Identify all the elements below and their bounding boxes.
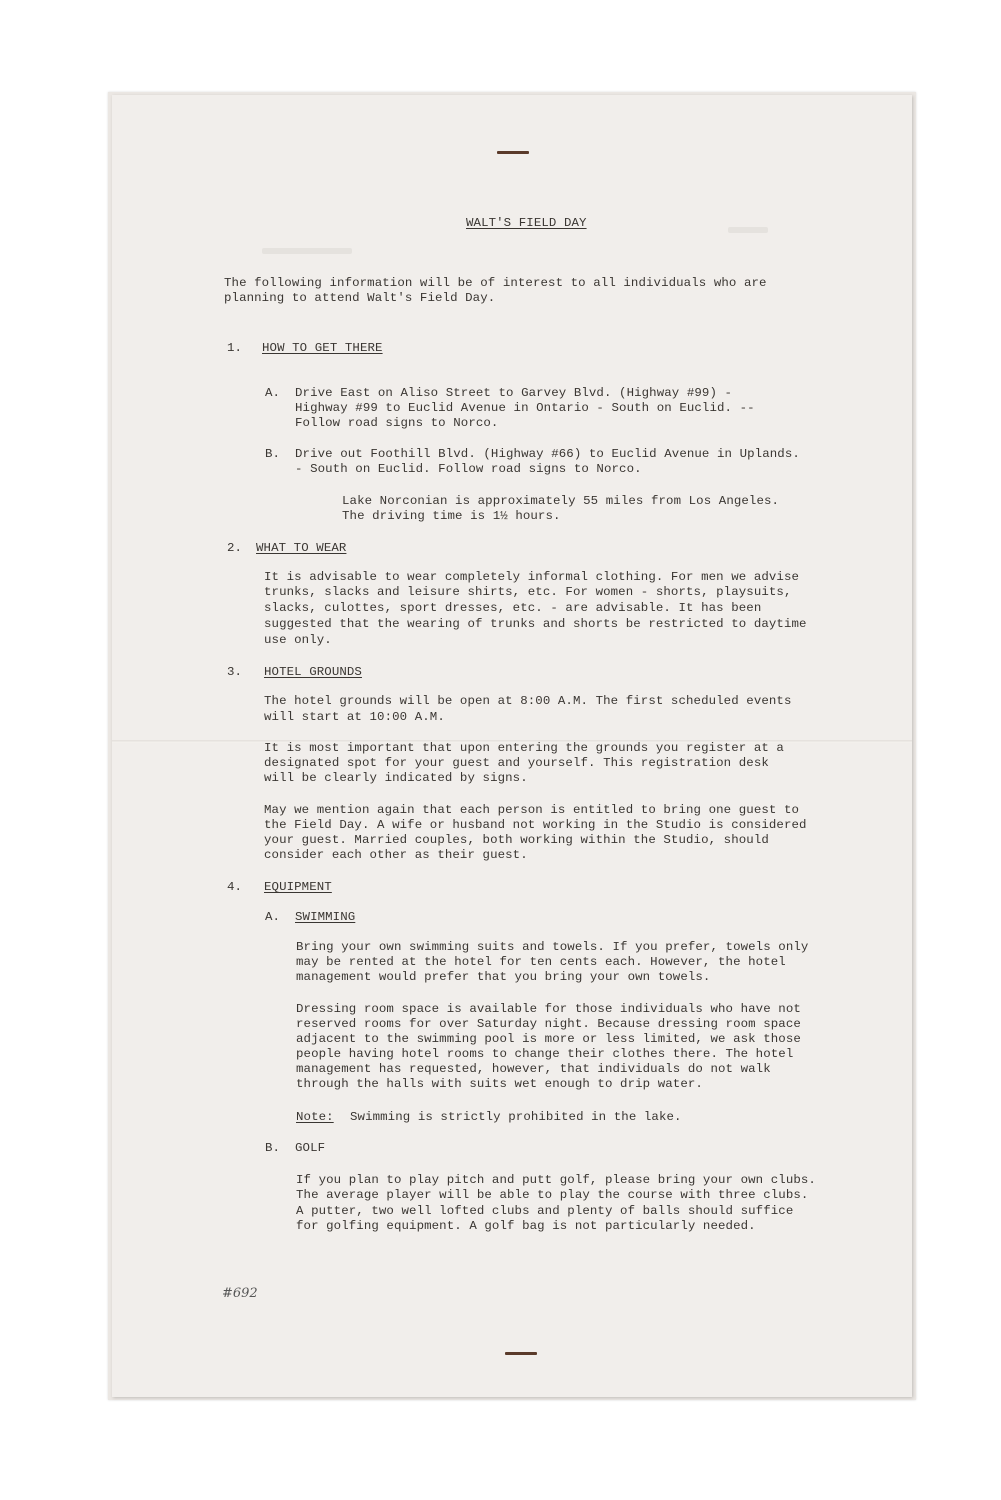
body-line: use only. [264,633,332,647]
subsection-heading: GOLF [295,1141,326,1155]
body-line: will start at 10:00 A.M. [264,710,445,724]
body-line: reserved rooms for over Saturday night. Because dressing room space [296,1017,801,1031]
note-label: Note: [296,1110,334,1124]
section-number: 1. [227,341,243,355]
distance-note: The driving time is 1½ hours. [342,509,561,523]
direction-line: Highway #99 to Euclid Avenue in Ontario - South on Euclid. -- [295,401,755,415]
body-line: your guest. Married couples, both working within the Studio, should [264,833,769,847]
body-line: consider each other as their guest. [264,848,528,862]
intro-line: The following information will be of interest to all individuals who are [224,276,767,290]
item-label: A. [265,910,281,924]
body-line: management would prefer that you bring your own towels. [296,970,711,984]
body-line: The average player will be able to play the course with three clubs. [296,1188,809,1202]
body-line: will be clearly indicated by signs. [264,771,528,785]
intro-line: planning to attend Walt's Field Day. [224,291,496,305]
body-line: The hotel grounds will be open at 8:00 A.M. The first scheduled events [264,694,792,708]
item-label: B. [265,447,281,461]
bleed-through [262,248,352,254]
body-line: trunks, slacks and leisure shirts, etc. For women - shorts, playsuits, [264,585,792,599]
body-line: May we mention again that each person is entitled to bring one guest to [264,803,800,817]
body-line: for golfing equipment. A golf bag is not particularly needed. [296,1219,756,1233]
direction-line: Drive East on Aliso Street to Garvey Blvd. (Highway #99) - [295,386,733,400]
staple-bottom [505,1352,537,1355]
body-line: may be rented at the hotel for ten cents each. However, the hotel [296,955,786,969]
direction-line: Drive out Foothill Blvd. (Highway #66) to Euclid Avenue in Uplands. [295,447,800,461]
body-line: It is most important that upon entering the grounds you register at a [264,741,784,755]
document-title: WALT'S FIELD DAY [466,216,587,230]
section-heading: HOTEL GROUNDS [264,665,362,679]
item-label: B. [265,1141,281,1155]
body-line: management has requested, however, that individuals do not walk [296,1062,771,1076]
handwritten-lot-number: #692 [222,1286,258,1301]
staple-top [497,151,529,154]
body-line: the Field Day. A wife or husband not working in the Studio is considered [264,818,807,832]
body-line: It is advisable to wear completely informal clothing. For men we advise [264,570,800,584]
section-heading: HOW TO GET THERE [262,341,383,355]
body-line: designated spot for your guest and yourself. This registration desk [264,756,769,770]
section-number: 3. [227,665,243,679]
body-line: If you plan to play pitch and putt golf, please bring your own clubs. [296,1173,816,1187]
body-line: slacks, culottes, sport dresses, etc. - are advisable. It has been [264,601,762,615]
direction-line: Follow road signs to Norco. [295,416,499,430]
body-line: Dressing room space is available for those individuals who have not [296,1002,801,1016]
body-line: suggested that the wearing of trunks and shorts be restricted to daytime [264,617,807,631]
distance-note: Lake Norconian is approximately 55 miles from Los Angeles. [342,494,780,508]
section-number: 4. [227,880,243,894]
body-line: Bring your own swimming suits and towels. If you prefer, towels only [296,940,809,954]
body-line: through the halls with suits wet enough to drip water. [296,1077,703,1091]
body-line: adjacent to the swimming pool is more or less limited, we ask those [296,1032,801,1046]
body-line: people having hotel rooms to change their clothes there. The hotel [296,1047,794,1061]
subsection-heading: SWIMMING [295,910,356,924]
item-label: A. [265,386,281,400]
note-text: Swimming is strictly prohibited in the lake. [350,1110,682,1124]
body-line: A putter, two well lofted clubs and plenty of balls should suffice [296,1204,794,1218]
direction-line: - South on Euclid. Follow road signs to Norco. [295,462,642,476]
section-heading: WHAT TO WEAR [256,541,347,555]
bleed-through [728,227,768,233]
section-number: 2. [227,541,243,555]
section-heading: EQUIPMENT [264,880,332,894]
